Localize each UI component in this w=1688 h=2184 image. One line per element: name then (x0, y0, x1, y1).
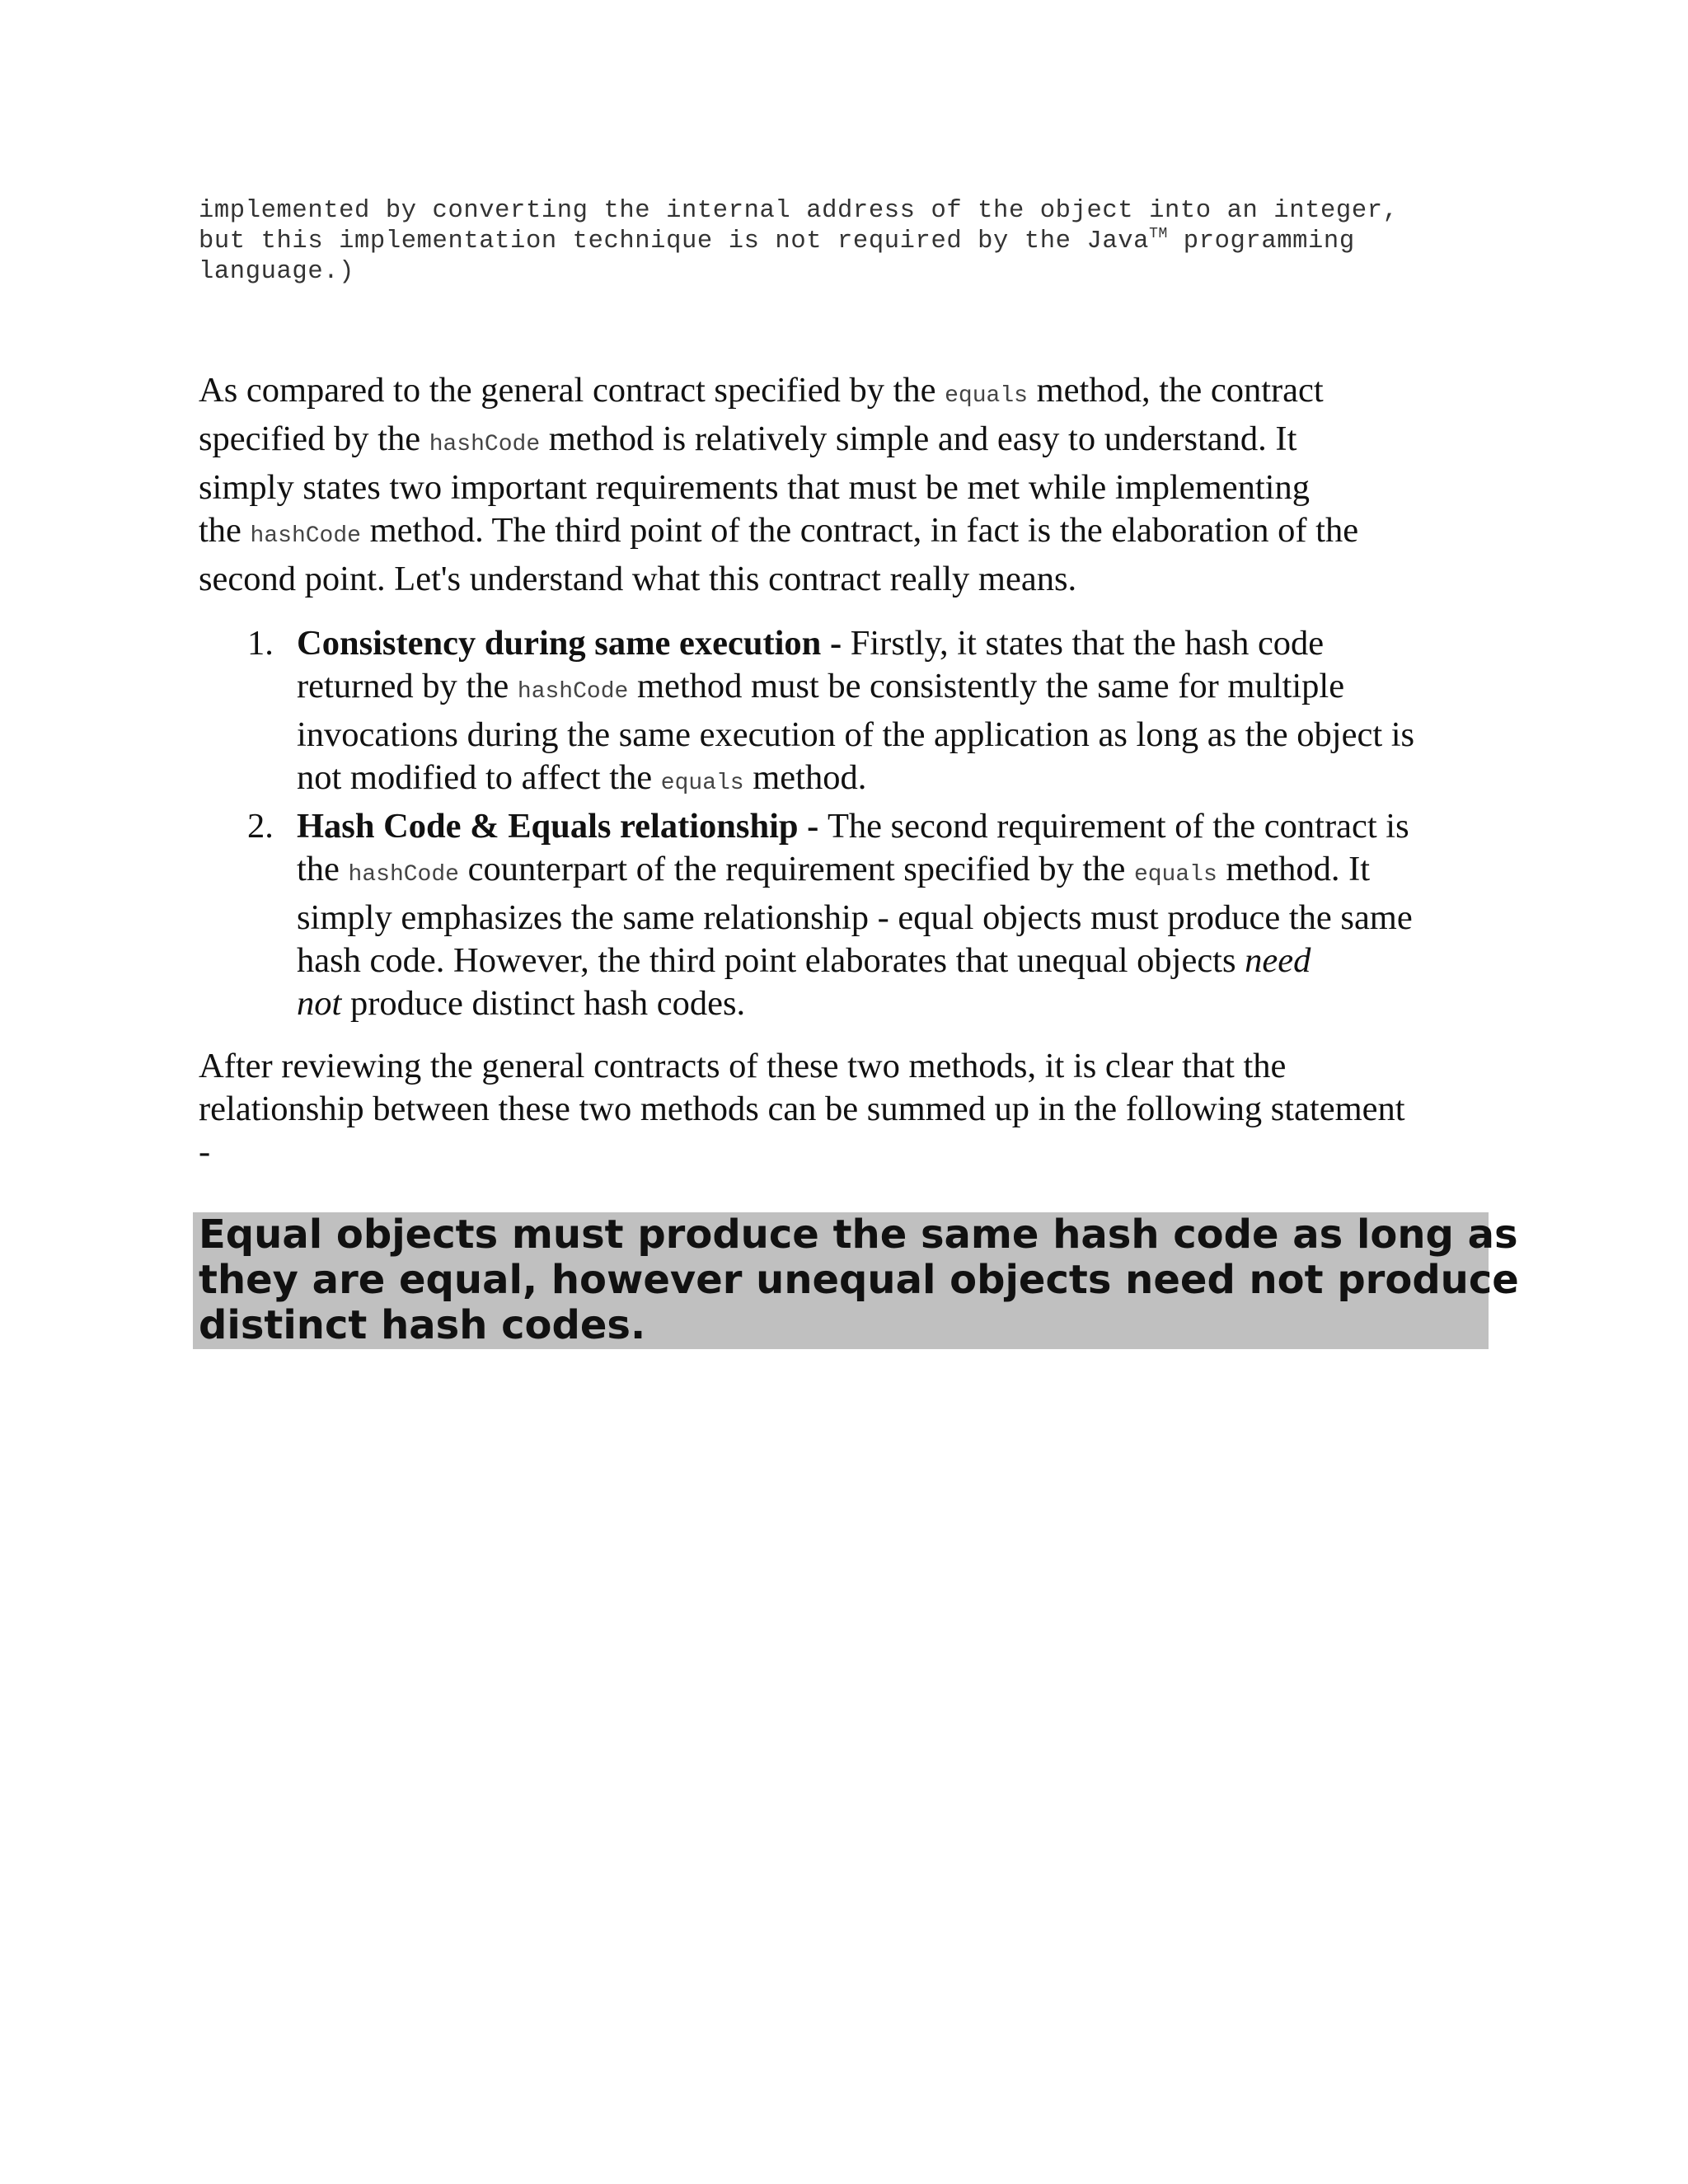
emphasis-text: not (297, 984, 342, 1023)
list-line: hash code. However, the third point elaborates that unequal objects need (297, 941, 1311, 980)
paragraph-line: specified by the hashCode method is relatively simple and easy to understand. It (199, 419, 1297, 458)
intro-code-paragraph (199, 196, 1484, 288)
statement-line: they are equal, however unequal objects need not produce (199, 1257, 1519, 1303)
trademark-symbol: TM (1149, 226, 1168, 242)
highlighted-statement-box (193, 1212, 1519, 1349)
list-item-heading: Consistency during same execution - (297, 624, 851, 663)
paragraph-line: second point. Let's understand what this contract really means. (199, 560, 1077, 598)
list-number: 2. (247, 807, 274, 846)
list-item-heading: Hash Code & Equals relationship - (297, 807, 828, 846)
paragraph-line: As compared to the general contract specified by the equals method, the contract (199, 371, 1324, 410)
list-line: not modified to affect the equals method. (297, 758, 867, 797)
list-line: invocations during the same execution of the application as long as the object is (297, 715, 1415, 754)
paragraph-line: - (199, 1132, 211, 1171)
statement-line: Equal objects must produce the same hash code as long as (199, 1212, 1518, 1258)
inline-code-equals: equals (1133, 862, 1217, 888)
inline-code-equals: equals (660, 771, 744, 796)
inline-code-equals: equals (945, 383, 1028, 409)
intro-line-1: implemented by converting the internal address of the object into an integer, (199, 197, 1399, 225)
contract-requirements-list (247, 622, 1500, 1025)
list-line: Hash Code & Equals relationship - The second requirement of the contract is (297, 807, 1409, 846)
paragraph-line: relationship between these two methods can be summed up in the following statement (199, 1090, 1405, 1128)
list-line: not produce distinct hash codes. (297, 984, 746, 1023)
paragraph-line: simply states two important requirements that must be met while implementing (199, 468, 1310, 507)
list-line: returned by the hashCode method must be consistently the same for multiple (297, 667, 1345, 705)
inline-code-hashcode: hashCode (348, 862, 459, 888)
inline-code-hashcode: hashCode (517, 679, 629, 705)
contract-overview-paragraph (199, 369, 1493, 601)
list-line: Consistency during same execution - Firstly, it states that the hash code (297, 624, 1325, 663)
intro-line-2: but this implementation technique is not required by the Java™ programming (199, 226, 1355, 255)
inline-code-hashcode: hashCode (250, 523, 361, 549)
paragraph-line: the hashCode method. The third point of the contract, in fact is the elaboration of the (199, 511, 1359, 550)
highlighted-statement (199, 1212, 1519, 1348)
list-number: 1. (247, 624, 274, 663)
list-line: simply emphasizes the same relationship - equal objects must produce the same (297, 898, 1413, 937)
summary-paragraph (199, 1045, 1493, 1174)
intro-line-3: language.) (199, 258, 355, 286)
statement-line: distinct hash codes. (199, 1302, 646, 1348)
inline-code-hashcode: hashCode (429, 432, 541, 457)
list-line: the hashCode counterpart of the requirement specified by the equals method. It (297, 850, 1371, 888)
emphasis-text: need (1245, 941, 1311, 980)
list-item-consistency (247, 622, 1500, 805)
list-item-hashcode-equals (247, 805, 1500, 1025)
paragraph-line: After reviewing the general contracts of these two methods, it is clear that the (199, 1047, 1287, 1085)
